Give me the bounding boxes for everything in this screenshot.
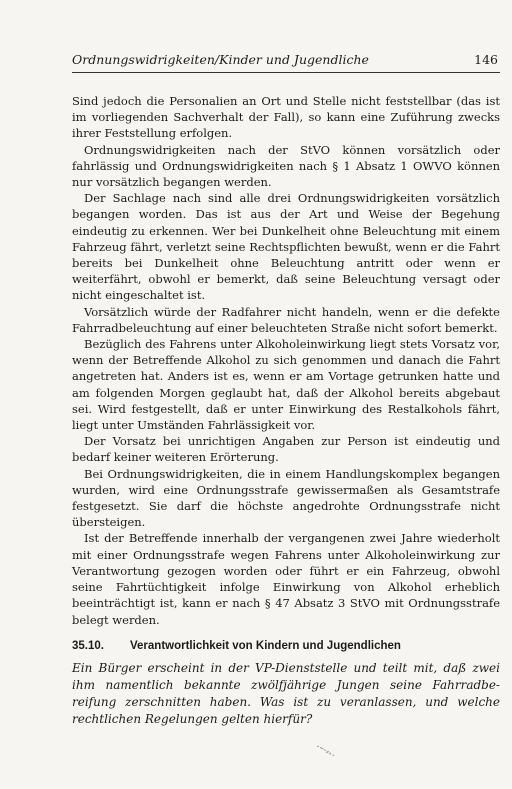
paragraph: Ist der Betreffende innerhalb der vergangenen zwei Jahre wiederholt mit einer Ordnungsstrafe wegen Fahrens unter Alkoholeinwirkung zur Verantwortung gezogen worden oder führt er ein Fahrzeug, obwohl seine Fahrtüchtigkeit infolge Einwirkung von Alkohol erheblich beeinträchtigt ist, kann er nach § 47 Absatz 3 StVO mit Ordnungsstrafe belegt werden. — [72, 531, 500, 627]
section-title: Verantwortlichkeit von Kindern und Jugendlichen — [130, 639, 401, 652]
paragraph: Der Vorsatz bei unrichtigen Angaben zur Person ist eindeutig und bedarf keiner weiteren Erörterung. — [72, 434, 500, 465]
paragraph: Sind jedoch die Personalien an Ort und Stelle nicht feststellbar (das ist im vorliegenden Sachverhalt der Fall), so kann eine Zuführung zwecks ihrer Feststellung erfolgen. — [72, 94, 500, 141]
question-line: reifung zerschnitten haben. Was ist zu veranlassen, und welche — [72, 694, 500, 709]
paragraph: Bezüglich des Fahrens unter Alkoholeinwirkung liegt stets Vorsatz vor, wenn der Betreffende Alkohol zu sich genommen und danach die Fahrt angetreten hat. Anders ist es, wenn er am Vortage getrunken hatte und am folgenden Morgen geglaubt hat, daß der Alkohol bereits abgebaut sei. Wird festgestellt, daß er unter Einwirkung des Restalkohols fährt, liegt unter Umständen Fahrlässigkeit vor. — [72, 337, 500, 433]
paragraph: Bei Ordnungswidrigkeiten, die in einem Handlungskomplex begangen wurden, wird eine Ordnungsstrafe gewissermaßen als Gesamtstrafe festgesetzt. Sie darf die höchste angedrohte Ordnungsstrafe nicht übersteigen. — [72, 466, 500, 530]
body-text — [72, 93, 500, 728]
question-line: rechtlichen Regelungen gelten hierfür? — [72, 711, 313, 726]
page-number: 146 — [474, 52, 498, 67]
running-header-title: Ordnungswidrigkeiten/Kinder und Jugendliche — [72, 52, 369, 67]
question-line: Ein Bürger erscheint in der VP-Dienststelle und teilt mit, daß zwei — [72, 660, 500, 675]
running-header — [72, 52, 500, 73]
paragraph: Der Sachlage nach sind alle drei Ordnungswidrigkeiten vorsätzlich begangen worden. Das ist aus der Art und Weise der Begehung eindeutig zu erkennen. Wer bei Dunkelheit ohne Beleuchtung mit einem Fahrzeug fährt, verletzt seine Rechtspflichten bewußt, wenn er die Fahrt bereits bei Dunkelheit ohne Beleuchtung antritt oder wenn er weiterfährt, obwohl er bemerkt, daß seine Beleuchtung versagt oder nicht eingeschaltet ist. — [72, 191, 500, 303]
question-line: ihm namentlich bekannte zwölfjährige Jungen seine Fahrradbe- — [72, 677, 500, 692]
paragraph: Ordnungswidrigkeiten nach der StVO können vorsätzlich oder fahrlässig und Ordnungswidrigkeiten nach § 1 Absatz 1 OWVO können nur vorsätzlich begangen werden. — [72, 142, 500, 190]
paragraph: Vorsätzlich würde der Radfahrer nicht handeln, wenn er die defekte Fahrradbeleuchtung auf einer beleuchteten Straße nicht sofort bemerkt. — [72, 304, 500, 335]
section-number: 35.10. — [72, 639, 104, 652]
section-heading — [72, 640, 500, 652]
book-page — [72, 52, 500, 728]
case-question — [72, 660, 500, 728]
smudge-mark-icon — [315, 742, 337, 758]
